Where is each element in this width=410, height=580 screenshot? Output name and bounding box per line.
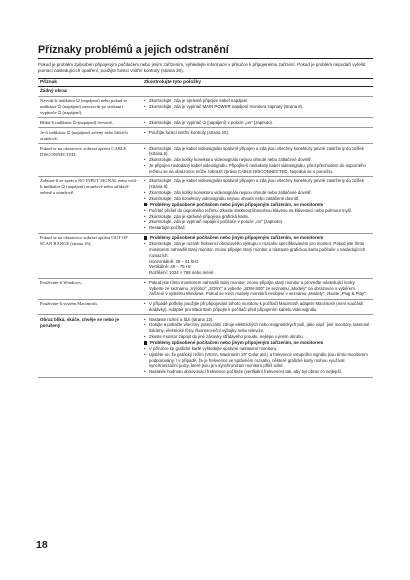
table-row <box>38 233 373 278</box>
page-title: Příznaky problémů a jejich odstranění <box>38 44 373 59</box>
table-row <box>38 128 373 144</box>
computer-problem-heading: Problémy způsobené počítačem nebo jiným připojeným zařízením, ne monitorem <box>144 340 371 346</box>
check-item: • Zkontrolujte, zda je vypínač MAIN POWER napájení monitoru zapnutý (strana 8). <box>144 104 371 110</box>
table-row <box>38 278 373 299</box>
check-item: • Zkontrolujte, zda konektory videosignálu nejsou ohnuté nebo zatlačené dovnitř. <box>144 196 371 202</box>
check-item: • Použijte funkci vnitřní kontroly (strana 20). <box>144 130 371 136</box>
table-row <box>38 177 373 234</box>
check-item: • Izolujte a potlačte všechny potenciální zdroje elektrických nebo magnetických polí, jako např. jiné monitory, laserové tiskárny, elektrické fény, fluorescenční výbojky nebo televize. <box>144 322 371 334</box>
check-item: • Ujistěte se, že grafický režim (VESA, Macintosh 19" Color atd.) a frekvence vstupního signálu jsou tímto monitorem podporovány. I v případě, že je frekvence ve správném rozsahu, některé grafické karty mohou využívat synchronizační pulzy, které jsou pro synchronizaci monitoru příliš úzké. <box>144 352 371 369</box>
check-item: • Restartujte počítač. <box>144 225 371 231</box>
symptom-cell: Používáte-li Windows, <box>38 278 142 299</box>
symptom-cell: Zobrazí-li se zpráva NO INPUT SIGNAL nebo svítí-li indikátor ⏻ (napájení) oranžově nebo střídavě zeleně a oranžově, <box>38 177 142 234</box>
check-item: • Zkontrolujte, zda je rozsah frekvencí obrazového výstupu v rozsahu specifikovaném pro monitor. Pokud jste tímto monitorem nahradili starý monitor, znovu připojte starý monitor a nastavte grafickou kartu počítače v následujících rozsazích: <box>144 241 371 258</box>
col-header-symptom: Příznak <box>38 79 142 87</box>
range-horizontal: Horizontálně: 28 – 61 kHz <box>149 258 199 264</box>
check-item: • Zkontrolujte, zda je správně připojen kabel napájení. <box>144 98 371 104</box>
check-item: • Zkontrolujte, zda kolíky konektoru videosignálu nejsou ohnuté nebo zatlačené dovnitř. <box>144 190 371 196</box>
table-row <box>38 144 373 177</box>
range-vertical: Vertikálně: 48 – 75 Hz <box>149 264 192 270</box>
symptom-cell: Je-li indikátor ⏻ (napájení) zelený nebo bliká-li oranžově, <box>38 128 142 144</box>
check-item: • V případě potřeby použijte při připojování tohoto monitoru k počítači Macintosh adaptér Macintosh (není součástí dodávky). Adaptér pro Macintosh připojte k počítači před připojením kabelu videosignálu. <box>144 301 371 313</box>
table-row <box>38 96 373 118</box>
computer-problem-heading: Problémy způsobené počítačem nebo jiným připojeným zařízením, ne monitorem <box>144 202 371 208</box>
troubleshooting-table <box>38 78 373 377</box>
computer-problem-heading: Problémy způsobené počítačem nebo jiným připojeným zařízením, ne monitorem <box>144 235 371 241</box>
symptom-cell: Pokud se na obrazovce zobrazí zpráva OUT OF SCAN RANGE (strana 16), <box>38 233 142 278</box>
intro-text: Pokud je problém způsoben připojeným počítačem nebo jiným zařízením, vyhledejte informace v příručce k připojenému zařízení. Pokud je problém nepodaří vyřešit pomocí následujících opatření, použijte funkci vnitřní kontroly (strana 20). <box>38 62 366 74</box>
section-heading: Žádný obraz <box>38 87 373 96</box>
table-row <box>38 315 373 377</box>
page <box>38 44 373 378</box>
range-resolution: Rozlišení: 1024 × 768 nebo méně <box>149 270 214 276</box>
check-item: • Zkontrolujte, zda je správně připojena grafická karta. <box>144 214 371 220</box>
symptom-cell: Bliká-li indikátor ⏻ (napájení) červeně, <box>38 118 142 128</box>
col-header-check: Zkontrolujte tyto položky <box>142 79 373 87</box>
check-item: • Zkontrolujte, zda je vypínač napájení počítače v poloze „on" (zapnuto). <box>144 219 371 225</box>
page-number: 18 <box>36 539 48 551</box>
check-item: • V příručce ke grafické kartě vyhledejte správné nastavení monitoru. <box>144 346 371 352</box>
table-row <box>38 299 373 314</box>
symptom-cell: Nesvítí-li indikátor ⏻ (napájení) nebo pokud se indikátor ⏻ (napájení) nerozsvítí po stisknutí vypínače ⏻ (napájení), <box>38 96 142 118</box>
check-item: • Zkontrolujte, zda je kabel videosignálu správně připojen a zda jsou všechny konektory pevně zastrčeny do zdířek (strana 6). <box>144 146 371 158</box>
check-item: • Zkuste monitor zapojit do jiné zásuvky střídavého proudu, nejlépe v jiném okruhu. <box>144 334 371 340</box>
symptom-cell: Používáte-li systém Macintosh, <box>38 299 142 314</box>
check-item: • Zkontrolujte, zda kolíky konektoru videosignálu nejsou ohnuté nebo zatlačené dovnitř. <box>144 157 371 163</box>
check-item: • Je připojen nedodaný kabel videosignálu. Připojíte-li nedodaný kabel videosignálu, před přechodem do úsporného režimu se na obrazovce může zobrazit zpráva CABLE DISCONNECTED. Nejedná se o poruchu. <box>144 163 371 175</box>
check-item: • Nastavte rozteč a fázi (strana 12). <box>144 317 371 323</box>
check-item: • Počítač přešel do úsporného režimu. Zkuste stisknout libovolnou klávesu na klávesnici nebo pohnout myší. <box>144 208 371 214</box>
symptom-cell: Obraz bliká, skáče, chvěje se nebo je porušený <box>38 315 142 377</box>
check-item: • Zkontrolujte, zda je vypínač ⏻ (napájení) v poloze „on" (zapnuto). <box>144 120 371 126</box>
check-item: • Zkontrolujte, zda je kabel videosignálu správně připojen a zda jsou všechny konektory pevně zastrčeny do zdířek (strana 6). <box>144 178 371 190</box>
table-row <box>38 118 373 128</box>
check-item: • Pokud jste tímto monitorem nahradili starý monitor, znovu připojte starý monitor a proveďte následující kroky. Vyberte ze seznamu „Výrobci" „SONY" a vyberte „SDM-S93" ze seznamu „Modely" na obrazovce s výběrem zařízení v systému Windows. Pokud se mezi modely monitorů neobjeví v seznamu „Modely", zkuste „Plug & Play". <box>144 280 371 297</box>
symptom-cell: Pokud se na obrazovce zobrazí zpráva CABLE DISCONNECTED, <box>38 144 142 177</box>
check-item: • Nastavte hodnotu obnovovací frekvence počítače (vertikální frekvence) tak, aby byl obraz co nejlepší. <box>144 369 371 375</box>
